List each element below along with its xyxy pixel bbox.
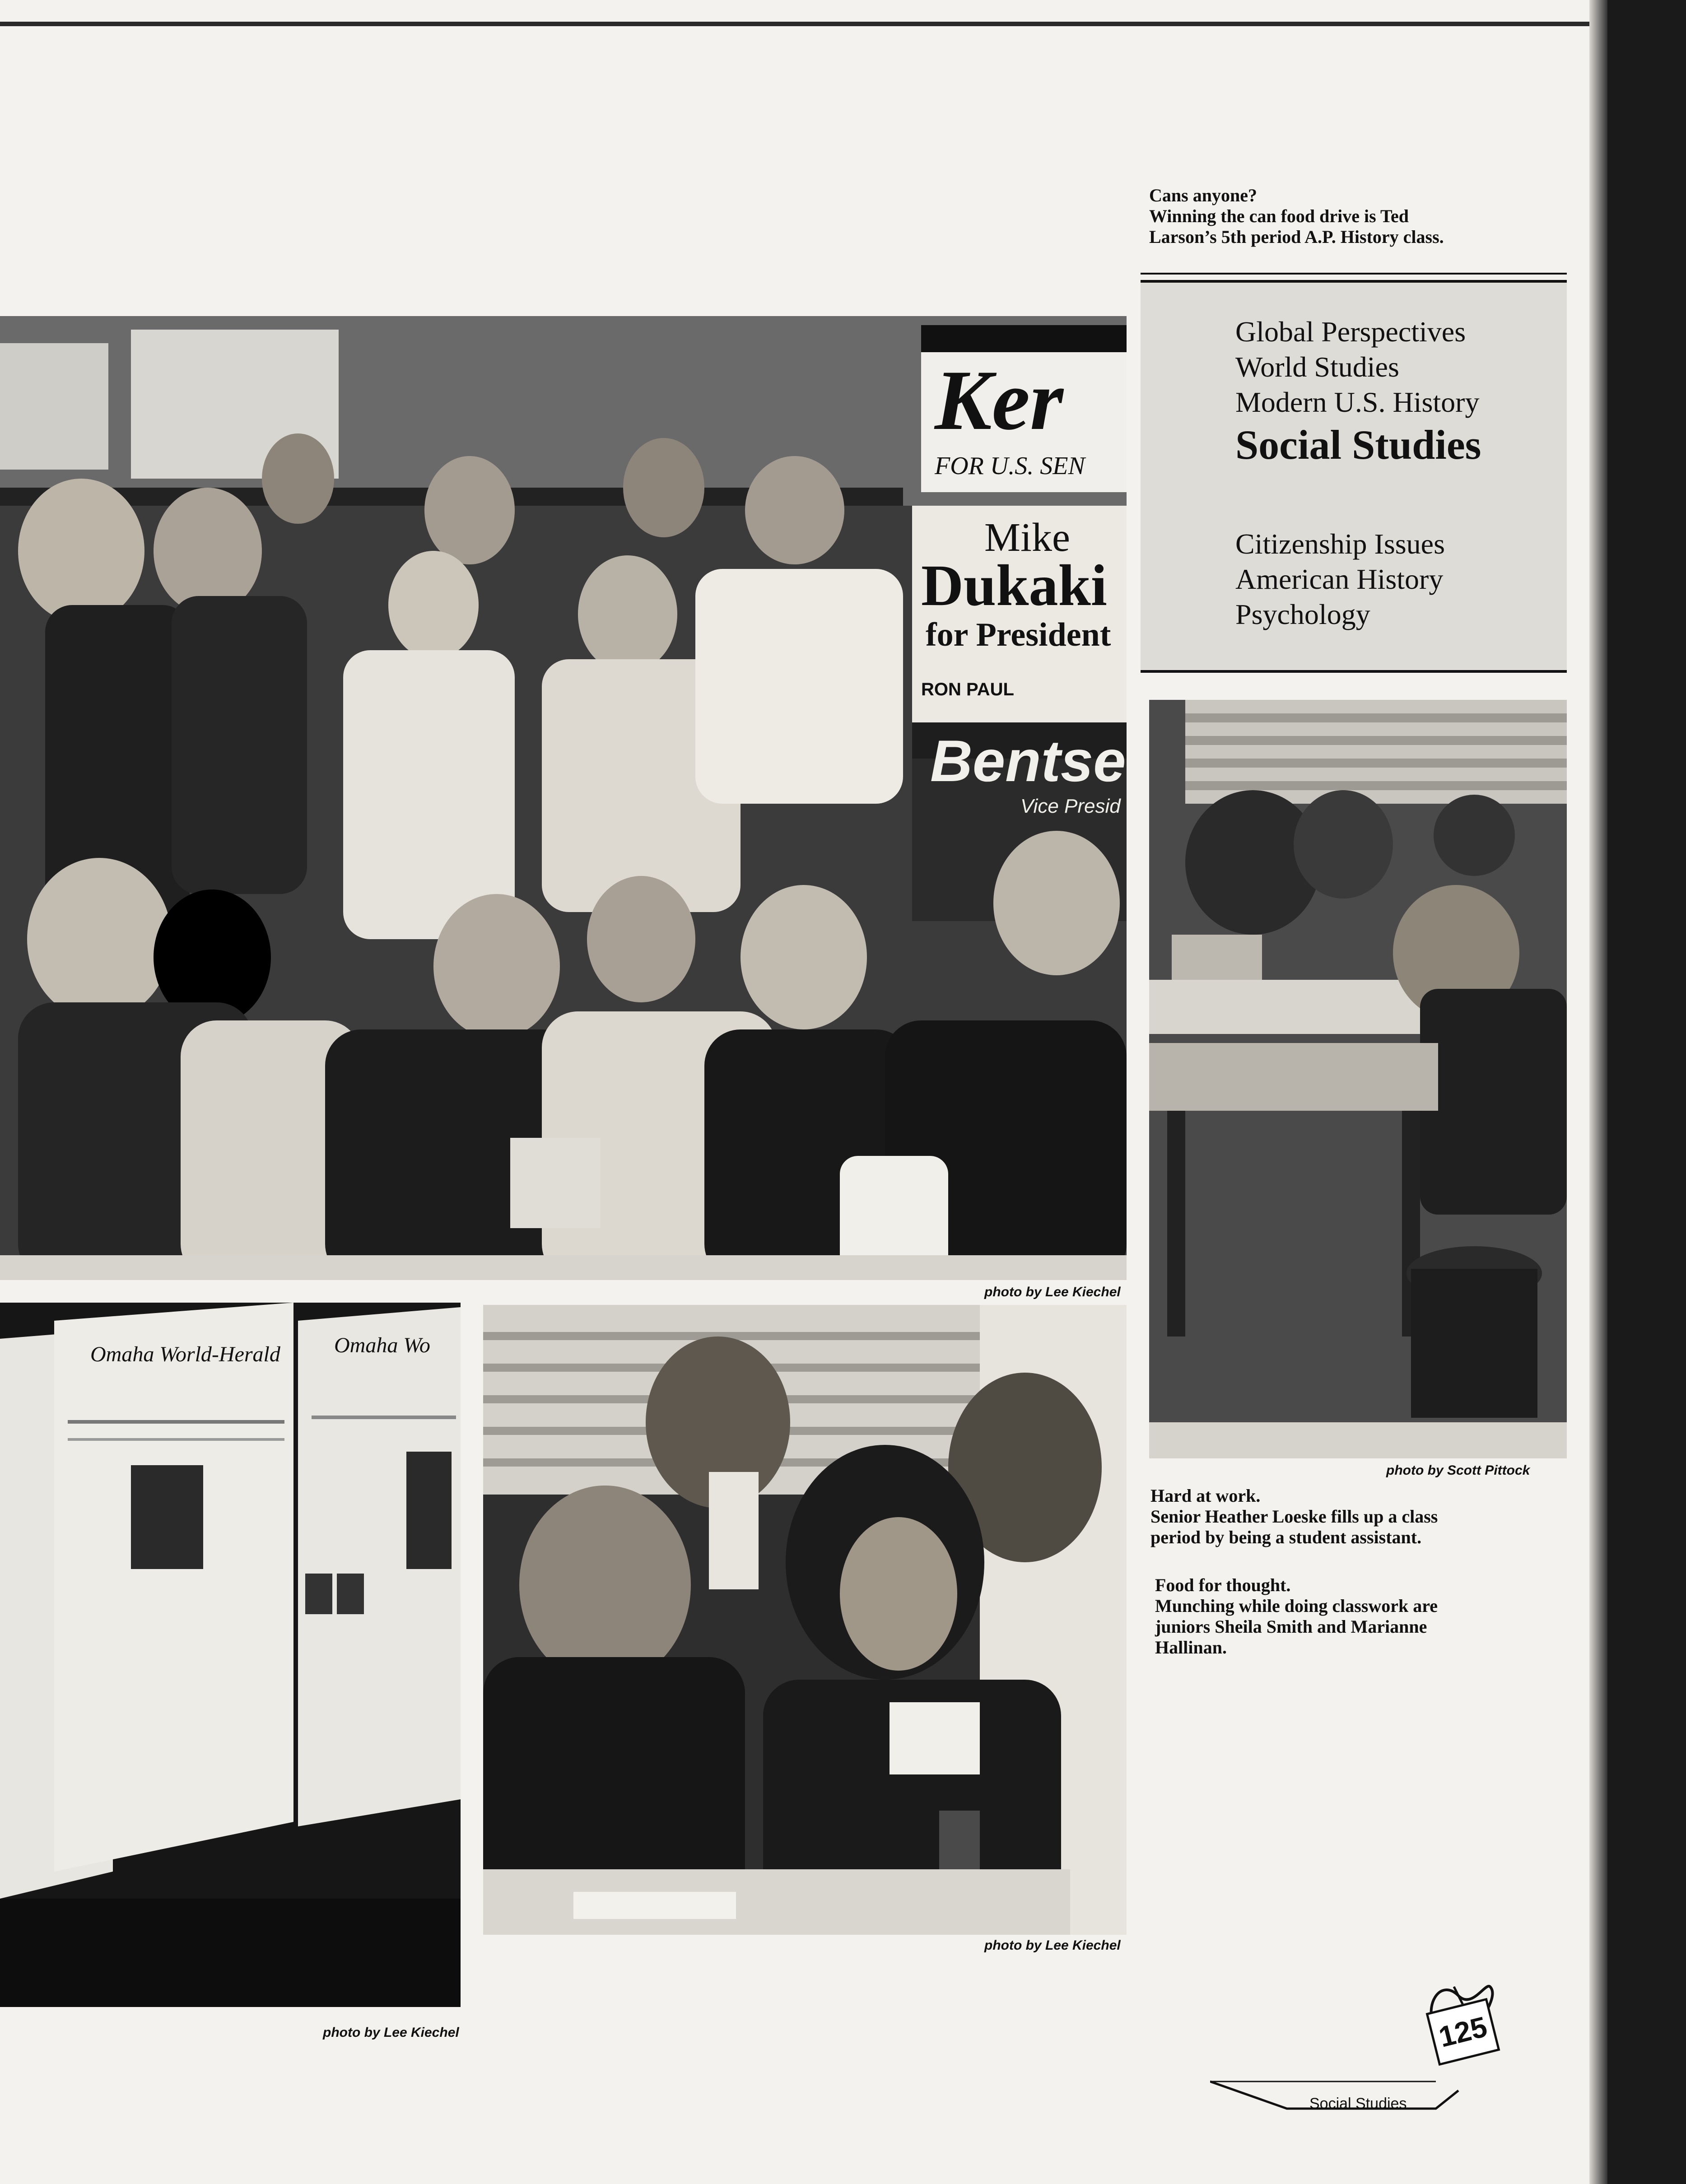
book-binding — [1607, 0, 1686, 2184]
caption-hard-at-work — [1150, 1485, 1557, 1548]
ron-paul-sign: RON PAUL — [921, 680, 1014, 699]
caption-line: Hallinan. — [1155, 1637, 1227, 1658]
caption-line: Senior Heather Loeske fills up a class — [1150, 1506, 1438, 1527]
caption-food-for-thought — [1155, 1575, 1561, 1658]
dukakis-sign-line: for President — [926, 616, 1111, 653]
caption-line: Winning the can food drive is Ted — [1149, 206, 1409, 226]
newspaper-masthead: Omaha World-Herald — [90, 1342, 280, 1366]
binding-shadow — [1589, 0, 1607, 2184]
page-number: 125 — [1426, 1998, 1500, 2066]
course-name: Citizenship Issues — [1235, 528, 1445, 560]
department-box — [1141, 280, 1567, 673]
photo-credit: photo by Scott Pittock — [1386, 1463, 1530, 1478]
bentsen-sign-text: Bentse — [930, 728, 1126, 794]
course-name: Psychology — [1235, 598, 1370, 630]
newspaper-masthead: Omaha Wo — [334, 1333, 430, 1357]
caption-line: juniors Sheila Smith and Marianne — [1155, 1616, 1427, 1637]
student-assistant-photo — [1149, 700, 1567, 1458]
caption-line: Larson’s 5th period A.P. History class. — [1149, 227, 1444, 247]
course-name: World Studies — [1235, 351, 1399, 383]
section-heading: Social Studies — [1235, 422, 1481, 468]
section-tab-label: Social Studies — [1309, 2095, 1407, 2112]
caption-rule — [1141, 273, 1567, 275]
photo-credit: photo by Lee Kiechel — [984, 1938, 1121, 1953]
caption-title: Hard at work. — [1150, 1485, 1261, 1506]
kerry-sign-text: Ker — [935, 353, 1063, 448]
caption-cans-anyone — [1149, 185, 1556, 247]
caption-line: Munching while doing classwork are — [1155, 1596, 1438, 1616]
course-name: Global Perspectives — [1235, 316, 1466, 348]
dukakis-sign-line: Mike — [984, 515, 1070, 560]
caption-title: Cans anyone? — [1149, 185, 1257, 205]
main-class-photo — [0, 316, 1127, 1280]
course-name: Modern U.S. History — [1235, 386, 1480, 418]
kerry-sign-subtext: FOR U.S. SEN — [935, 452, 1085, 480]
bentsen-sign-subtext: Vice Presid — [1020, 795, 1121, 817]
page-top-edge — [0, 22, 1607, 26]
caption-title: Food for thought. — [1155, 1575, 1291, 1595]
newspaper-display-photo — [0, 1303, 461, 2007]
dukakis-sign-line: Dukaki — [921, 553, 1107, 618]
photo-credit: photo by Lee Kiechel — [984, 1285, 1121, 1299]
caption-line: period by being a student assistant. — [1150, 1527, 1422, 1547]
course-name: American History — [1235, 563, 1444, 595]
photo-credit: photo by Lee Kiechel — [323, 2025, 459, 2040]
food-for-thought-photo — [483, 1305, 1127, 1935]
